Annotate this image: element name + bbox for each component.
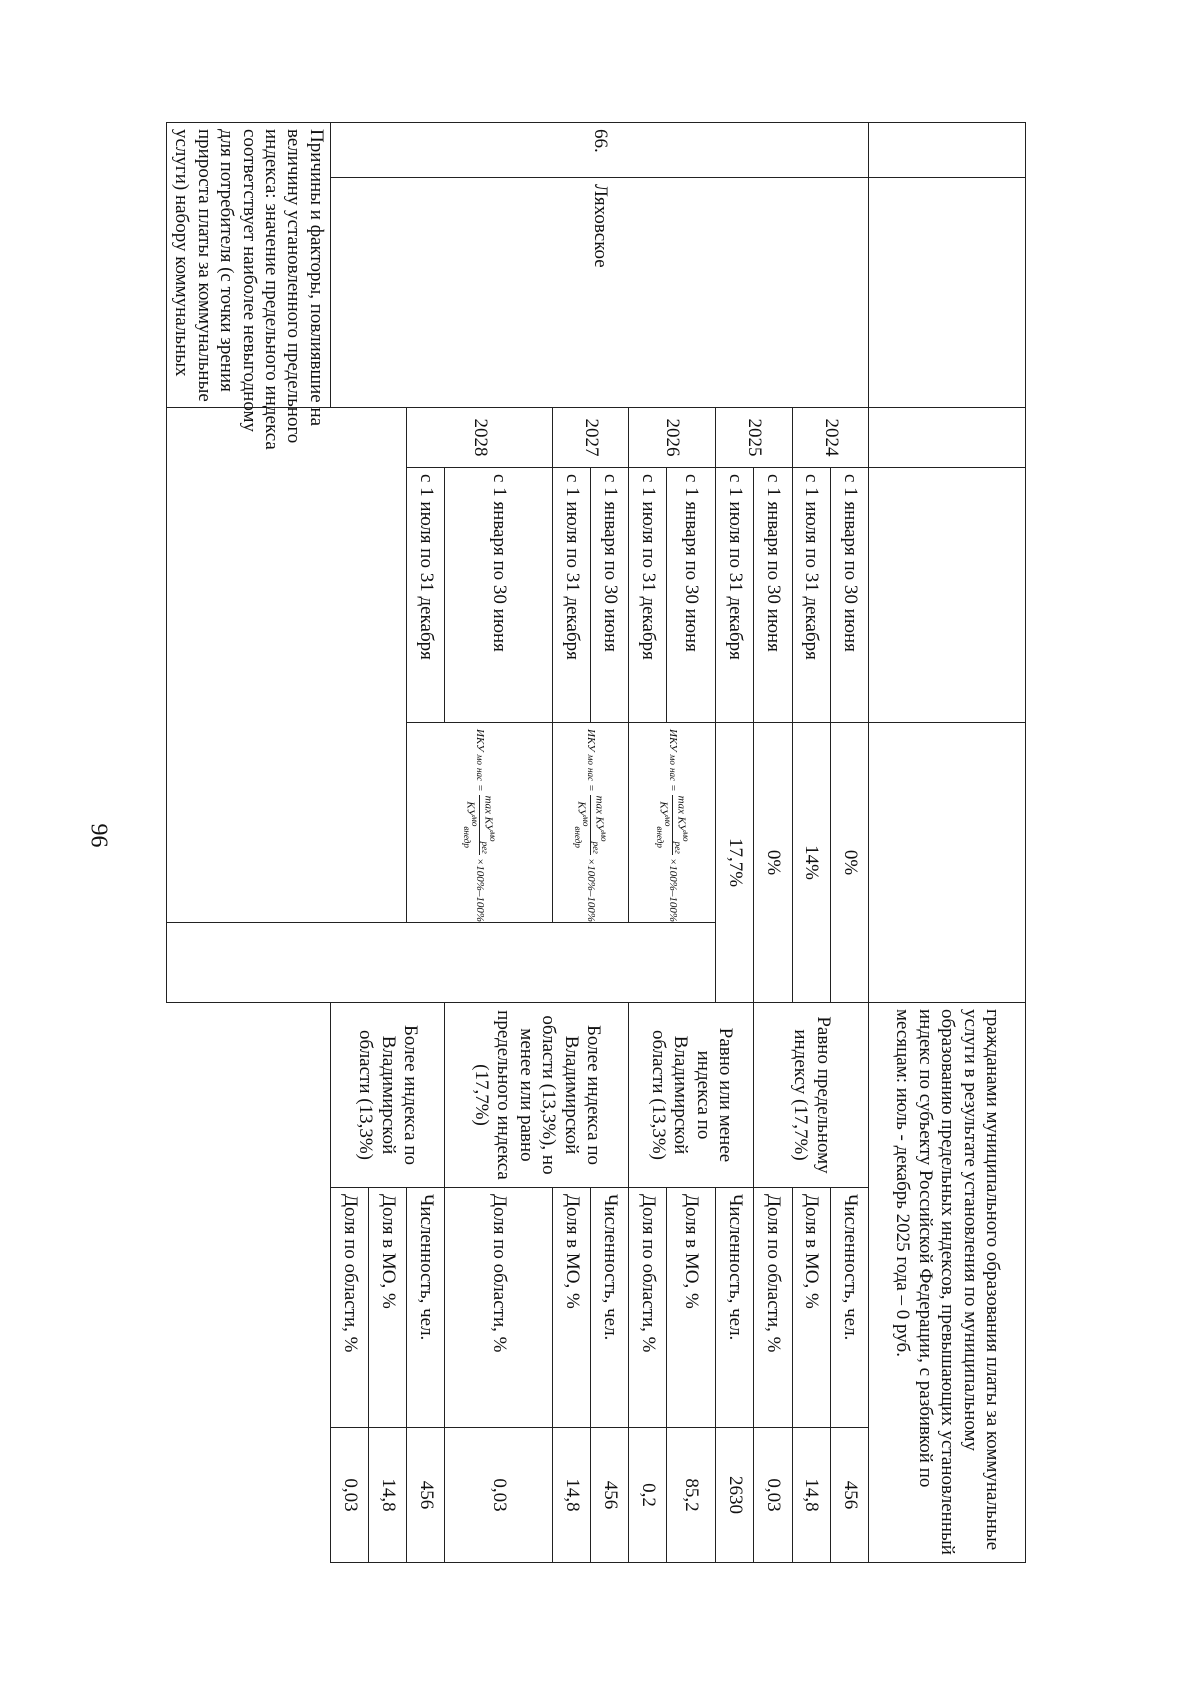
metric-value: 456	[590, 1428, 628, 1563]
metric-value: 0,03	[445, 1428, 552, 1563]
year-2026: 2026	[629, 408, 716, 468]
metric-value: 2630	[716, 1428, 754, 1563]
metric-value: 85,2	[667, 1428, 716, 1563]
cell-empty	[167, 408, 407, 923]
index-value: 17,7%	[716, 723, 754, 1003]
group-label: Равно или менее индекса по Владимирской области (13,3%)	[629, 1003, 754, 1188]
formula-cell	[629, 723, 716, 923]
formula-lhs: ИКУ	[666, 729, 679, 752]
metric-label: Доля по области, %	[445, 1188, 552, 1428]
cell-empty	[869, 468, 1026, 723]
description-text: гражданами муниципального образования платы за коммунальные услуги в результате установления по муниципальному образованию предельных индексов, превышающих установленный индекс по субъекту Российской Федерации, с разбивкой по месяцам: июль - декабрь 2025 года – 0 руб.	[869, 1003, 1026, 1563]
metric-label: Доля в МО, %	[552, 1188, 590, 1428]
period-first-half: с 1 января по 30 июня	[754, 468, 792, 723]
metric-label: Доля по области, %	[330, 1188, 368, 1428]
group-label: Более индекса по Владимирской области (13,3%), но менее или равно предельного индекса (17,7%)	[445, 1003, 629, 1188]
row-number: 66.	[330, 123, 868, 178]
period-second-half: с 1 июля по 31 декабря	[629, 468, 667, 723]
year-2027: 2027	[552, 408, 628, 468]
continuation-row	[869, 123, 1026, 1563]
period-second-half: с 1 июля по 31 декабря	[792, 468, 830, 723]
formula-cell	[407, 723, 552, 923]
metric-label: Численность, чел.	[590, 1188, 628, 1428]
group-label: Равно предельному индексу (17,7%)	[754, 1003, 869, 1188]
year-2028: 2028	[407, 408, 552, 468]
metric-value: 0,03	[330, 1428, 368, 1563]
cell-empty	[869, 723, 1026, 1003]
index-formula: ИКУ мо нас = $\max КУ^{мо}_{рег}$ $КУ^{мо}_{внедр}$ ×100%–100%	[462, 729, 499, 923]
tariff-index-table	[166, 122, 1026, 1563]
metric-value: 14,8	[369, 1428, 407, 1563]
metric-label: Доля в МО, %	[369, 1188, 407, 1428]
rotated-table-page	[166, 122, 1026, 1562]
metric-label: Доля по области, %	[629, 1188, 667, 1428]
metric-value: 14,8	[552, 1428, 590, 1563]
index-value: 14%	[792, 723, 830, 1003]
period-first-half: с 1 января по 30 июня	[830, 468, 868, 723]
year-2024: 2024	[792, 408, 868, 468]
index-value: 0%	[754, 723, 792, 1003]
cell-empty	[167, 923, 716, 1003]
metric-label: Доля в МО, %	[667, 1188, 716, 1428]
metric-value: 0,2	[629, 1428, 667, 1563]
cell-empty	[869, 178, 1026, 408]
formula-cell	[552, 723, 628, 923]
page-number: 96	[85, 823, 112, 848]
metric-label: Доля в МО, %	[792, 1188, 830, 1428]
metric-value: 456	[830, 1428, 868, 1563]
period-first-half: с 1 января по 30 июня	[445, 468, 552, 723]
index-formula: ИКУ мо нас = $\max КУ^{мо}_{рег}$ $КУ^{мо}_{внедр}$ ×100%–100%	[573, 729, 610, 923]
period-first-half: с 1 января по 30 июня	[590, 468, 628, 723]
metric-label: Численность, чел.	[716, 1188, 754, 1428]
metric-label: Численность, чел.	[830, 1188, 868, 1428]
index-value: 0%	[830, 723, 868, 1003]
period-first-half: с 1 января по 30 июня	[667, 468, 716, 723]
municipality-name: Ляховское	[330, 178, 868, 408]
metric-value: 14,8	[792, 1428, 830, 1563]
cell-empty	[869, 123, 1026, 178]
metric-label: Численность, чел.	[407, 1188, 445, 1428]
group-label: Более индекса по Владимирской области (13,3%)	[330, 1003, 445, 1188]
period-second-half: с 1 июля по 31 декабря	[716, 468, 754, 723]
reasons-text: Причины и факторы, повлиявшие на величину установленного предельного индекса: значение предельного индекса соответствует наиболее невыгодному для потребителя (с точки зрения прироста платы за коммунальные услуги) набору коммунальных	[167, 123, 331, 468]
metric-value: 456	[407, 1428, 445, 1563]
metric-value: 0,03	[754, 1428, 792, 1563]
metric-label: Доля по области, %	[754, 1188, 792, 1428]
cell-empty	[869, 408, 1026, 468]
period-second-half: с 1 июля по 31 декабря	[552, 468, 590, 723]
year-2025: 2025	[716, 408, 792, 468]
period-second-half: с 1 июля по 31 декабря	[407, 468, 445, 723]
index-formula: ИКУ мо нас = $\max КУ^{мо}_{рег}$ $КУ^{мо}_{внедр}$ ×100%–100%	[654, 729, 692, 923]
